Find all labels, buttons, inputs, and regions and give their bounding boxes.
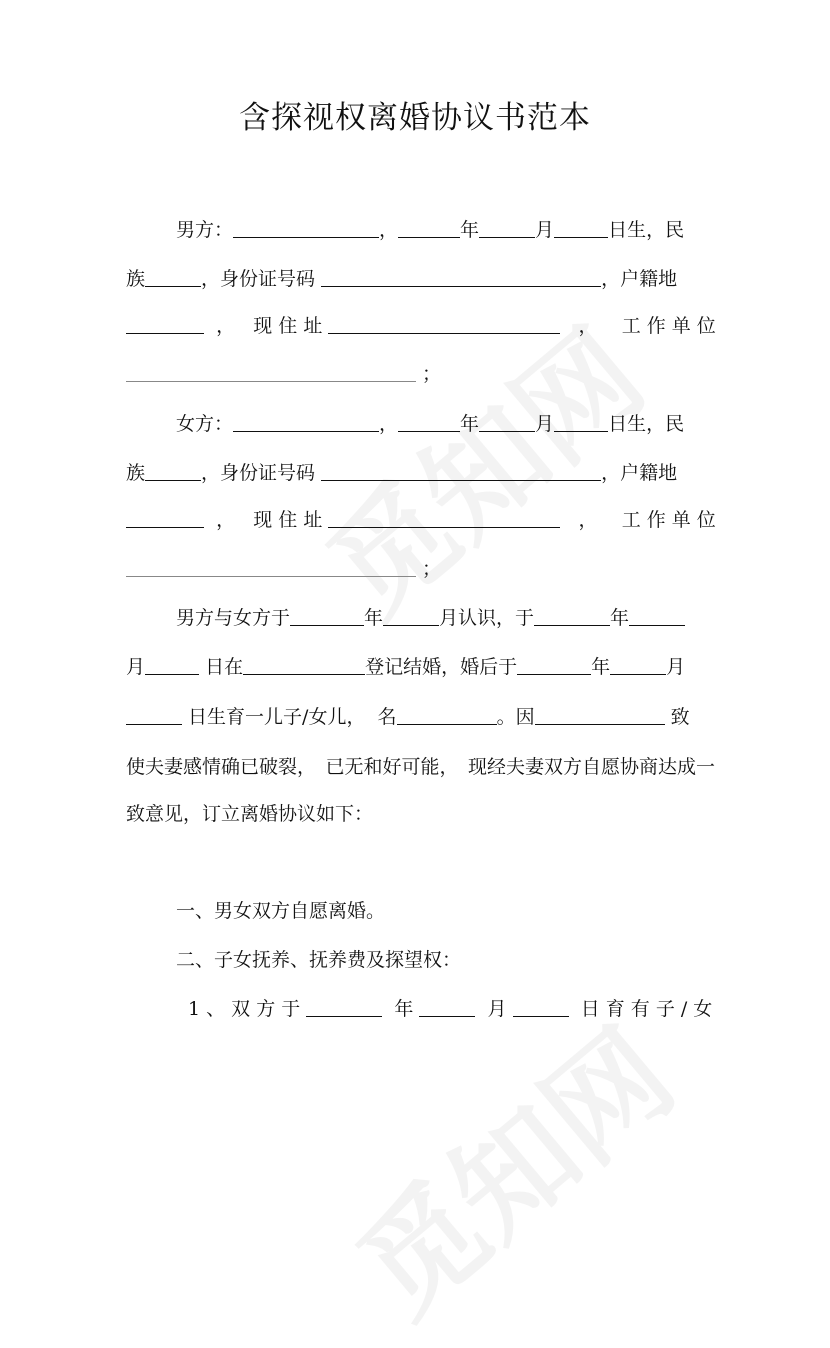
body-line-4: 使夫妻感情确已破裂， 已无和好可能， 现经夫妻双方自愿协商达成一: [126, 756, 716, 778]
married-year-field[interactable]: [534, 606, 610, 626]
clause-2-1: 1 、 双 方 于 年 月 日 育 有 子 / 女: [188, 998, 713, 1020]
male-work-unit-field[interactable]: [126, 362, 416, 382]
male-address-field[interactable]: [328, 314, 560, 334]
met-month-field[interactable]: [383, 606, 439, 626]
child-name-field[interactable]: [397, 705, 497, 725]
female-line-1: 女方： ， 年 月 日生，民: [176, 413, 685, 435]
female-address-field[interactable]: [328, 508, 560, 528]
female-name-field[interactable]: [233, 412, 379, 432]
clause-child-day-field[interactable]: [513, 997, 569, 1017]
female-birth-day-field[interactable]: [554, 412, 608, 432]
clause-2: 二、子女抚养、抚养费及探望权：: [176, 949, 462, 971]
document-title: 含探视权离婚协议书范本: [239, 100, 591, 136]
female-label: 女方：: [176, 413, 234, 435]
male-line-4: ；: [126, 362, 441, 386]
male-household-field[interactable]: [126, 314, 204, 334]
met-year-field[interactable]: [290, 606, 364, 626]
body-line-3: 日生育一儿子/女儿， 名 。因 致: [126, 705, 690, 729]
female-work-unit-field[interactable]: [126, 557, 416, 577]
female-household-field[interactable]: [126, 508, 204, 528]
male-name-field[interactable]: [233, 218, 379, 238]
female-line-2: 族 ，身份证号码 ，户籍地: [126, 462, 678, 484]
clause-1: 一、男女双方自愿离婚。: [176, 900, 386, 922]
child-year-field[interactable]: [517, 655, 591, 675]
female-ethnicity-field[interactable]: [145, 461, 201, 481]
male-birth-day-field[interactable]: [554, 218, 608, 238]
watermark-bottom: [317, 984, 703, 1347]
body-line-5: 致意见，订立离婚协议如下：: [126, 803, 374, 825]
male-birth-month-field[interactable]: [479, 218, 535, 238]
body-line-1: 男方与女方于 年 月认识，于 年: [176, 606, 685, 630]
clause-child-year-field[interactable]: [306, 997, 382, 1017]
child-day-field[interactable]: [126, 705, 182, 725]
female-line-3: ， 现 住 址 ， 工 作 单 位: [126, 508, 716, 532]
married-day-field[interactable]: [145, 655, 199, 675]
female-birth-year-field[interactable]: [398, 412, 460, 432]
male-ethnicity-field[interactable]: [145, 267, 201, 287]
body-line-2: 月 日在 登记结婚，婚后于 年 月: [126, 656, 686, 678]
married-month-field[interactable]: [629, 606, 685, 626]
male-line-2: 族 ，身份证号码 ，户籍地: [126, 268, 678, 290]
clause-child-month-field[interactable]: [419, 997, 475, 1017]
male-label: 男方：: [176, 219, 234, 241]
male-id-field[interactable]: [321, 267, 601, 287]
male-birth-year-field[interactable]: [398, 218, 460, 238]
female-birth-month-field[interactable]: [479, 412, 535, 432]
male-line-3: ， 现 住 址 ， 工 作 单 位: [126, 314, 716, 338]
female-id-field[interactable]: [321, 461, 601, 481]
female-line-4: ；: [126, 557, 441, 581]
registry-place-field[interactable]: [243, 655, 365, 675]
male-line-1: 男方： ， 年 月 日生，民: [176, 219, 685, 241]
child-month-field[interactable]: [610, 655, 666, 675]
divorce-cause-field[interactable]: [535, 705, 665, 725]
